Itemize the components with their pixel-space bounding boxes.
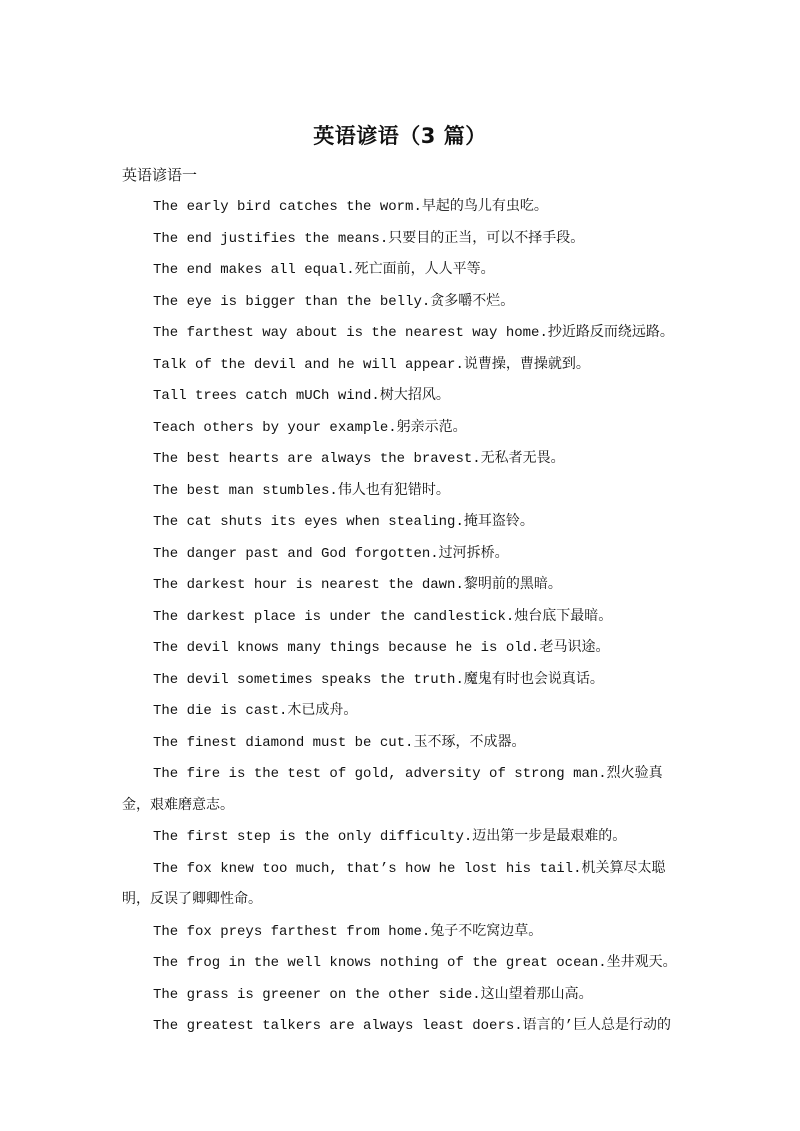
proverb-line: The fox knew too much, that’s how he lost his tail.机关算尽太聪 [153, 860, 666, 877]
proverb-line: 明，反误了卿卿性命。 [122, 892, 262, 908]
proverb-line: The devil knows many things because he is old.老马识途。 [153, 640, 610, 656]
proverb-line: Teach others by your example.躬亲示范。 [153, 419, 467, 436]
proverb-line: The best hearts are always the bravest.无私者无畏。 [153, 451, 565, 467]
proverb-line: The danger past and God forgotten.过河拆桥。 [153, 545, 509, 562]
section-heading: 英语谚语一 [122, 166, 198, 184]
document-title: 英语谚语（3 篇） [313, 124, 487, 148]
proverb-line: The cat shuts its eyes when stealing.掩耳盗铃。 [153, 514, 534, 530]
document-body [122, 192, 682, 1043]
proverb-line: The devil sometimes speaks the truth.魔鬼有时也会说真话。 [153, 671, 604, 688]
proverb-line: The best man stumbles.伟人也有犯错时。 [153, 482, 450, 499]
proverb-line: 金，艰难磨意志。 [122, 797, 234, 814]
proverb-line: The darkest hour is nearest the dawn.黎明前的黑暗。 [153, 577, 562, 593]
proverb-line: Tall trees catch mUCh wind.树大招风。 [153, 388, 450, 404]
proverb-line: The early bird catches the worm.早起的鸟儿有虫吃。 [153, 199, 548, 215]
proverb-line: The first step is the only difficulty.迈出第一步是最艰难的。 [153, 829, 627, 845]
proverb-line: The greatest talkers are always least doers.语言的’巨人总是行动的 [153, 1018, 672, 1034]
proverb-line: The fire is the test of gold, adversity of strong man.烈火验真 [153, 766, 663, 782]
proverb-line: The die is cast.木已成舟。 [153, 703, 358, 719]
proverb-line: The fox preys farthest from home.兔子不吃窝边草。 [153, 923, 543, 940]
proverb-line: Talk of the devil and he will appear.说曹操，曹操就到。 [153, 356, 590, 373]
proverb-line: The frog in the well knows nothing of the great ocean.坐井观天。 [153, 955, 677, 971]
proverb-line: The end makes all equal.死亡面前，人人平等。 [153, 262, 495, 278]
proverb-line: The grass is greener on the other side.这山望着那山高。 [153, 986, 593, 1003]
proverb-line: The eye is bigger than the belly.贪多嚼不烂。 [153, 293, 515, 310]
proverb-line: The end justifies the means.只要目的正当，可以不择手段。 [153, 230, 585, 247]
proverb-line: The finest diamond must be cut.玉不琢，不成器。 [153, 734, 526, 751]
proverb-line: The farthest way about is the nearest way home.抄近路反而绕远路。 [153, 325, 674, 341]
proverb-line: The darkest place is under the candlestick.烛台底下最暗。 [153, 608, 613, 625]
